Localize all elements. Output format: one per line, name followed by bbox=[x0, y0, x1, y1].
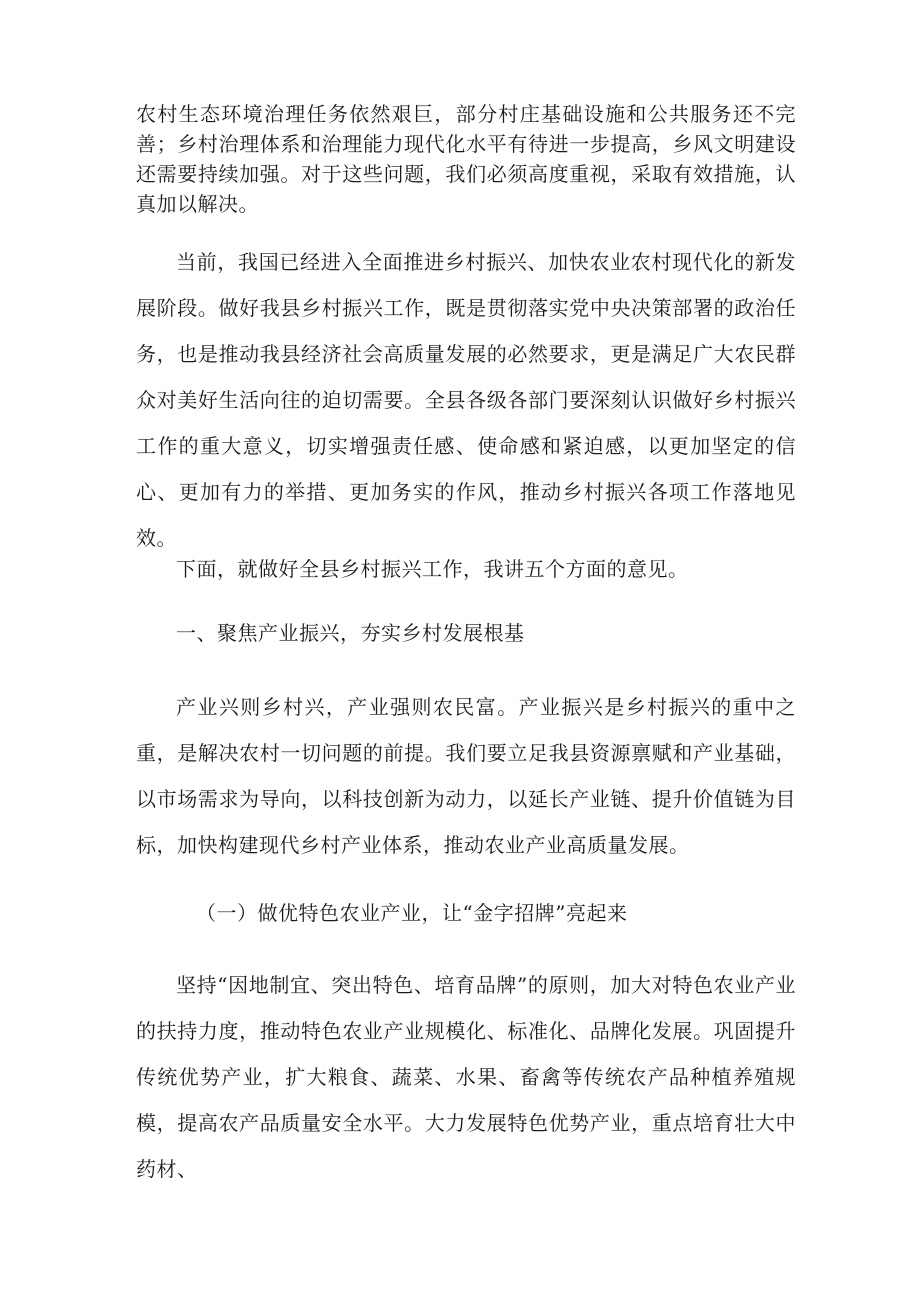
subsection-heading-1: （一）做优特色农业产业，让“金字招牌”亮起来 bbox=[196, 901, 628, 925]
paragraph-current-stage: 当前，我国已经进入全面推进乡村振兴、加快农业农村现代化的新发展阶段。做好我县乡村振兴工作，既是贯彻落实党中央决策部署的政治任务，也是推动我县经济社会高质量发展的必然要求，更是满足广大农民群众对美好生活向往的迫切需要。全县各级各部门要深刻认识做好乡村振兴工作的重大意义，切实增强责任感、使命感和紧迫感，以更加坚定的信心、更加有力的举措、更加务实的作风，推动乡村振兴各项工作落地见效。 bbox=[136, 250, 796, 550]
paragraph-specialty-agriculture: 坚持“因地制宜、突出特色、培育品牌”的原则，加大对特色农业产业的扶持力度，推动特色农业产业规模化、标准化、品牌化发展。巩固提升传统优势产业，扩大粮食、蔬菜、水果、畜禽等传统农产品种植养殖规模，提高农产品质量安全水平。大力发展特色优势产业，重点培育壮大中药材、 bbox=[136, 973, 796, 1181]
paragraph-continuation: 农村生态环境治理任务依然艰巨，部分村庄基础设施和公共服务还不完善；乡村治理体系和治理能力现代化水平有待进一步提高，乡风文明建设还需要持续加强。对于这些问题，我们必须高度重视，采取有效措施，认真加以解决。 bbox=[136, 102, 796, 216]
paragraph-five-aspects: 下面，就做好全县乡村振兴工作，我讲五个方面的意见。 bbox=[176, 557, 689, 581]
paragraph-industry-revitalization: 产业兴则乡村兴，产业强则农民富。产业振兴是乡村振兴的重中之重，是解决农村一切问题的前提。我们要立足我县资源禀赋和产业基础，以市场需求为导向，以科技创新为动力，以延长产业链、提升价值链为目标，加快构建现代乡村产业体系，推动农业产业高质量发展。 bbox=[136, 695, 796, 857]
section-heading-1: 一、聚焦产业振兴，夯实乡村发展根基 bbox=[176, 621, 525, 645]
